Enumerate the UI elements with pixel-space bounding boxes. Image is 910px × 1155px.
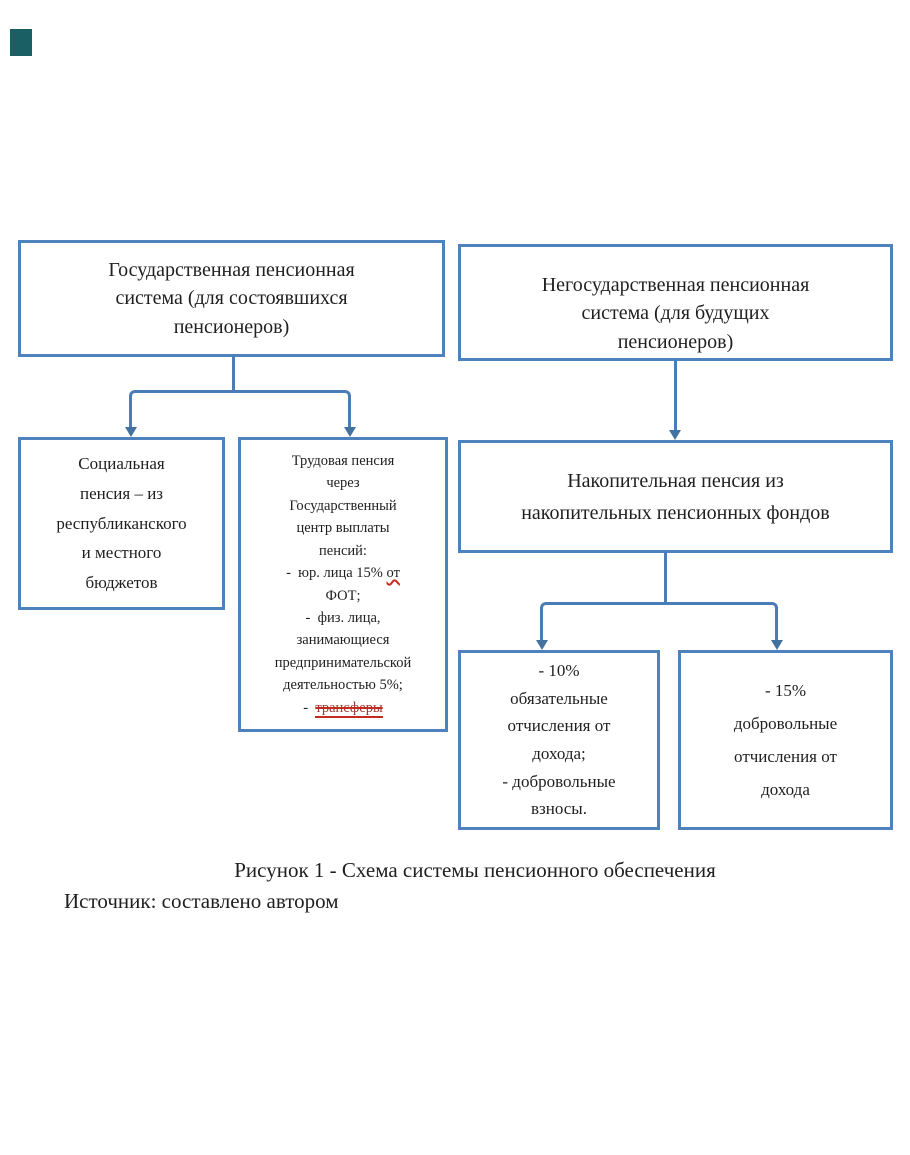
box-text-line: центр выплаты xyxy=(296,520,390,537)
figure-source: Источник: составлено автором xyxy=(64,889,339,913)
box-text-line: пенсионеров) xyxy=(173,315,290,338)
box-text-line: бюджетов xyxy=(85,573,158,593)
box-text-line: дохода xyxy=(761,780,810,800)
box-text-line: отчисления от xyxy=(734,747,837,766)
connector-stem-funded xyxy=(664,552,667,605)
box-text-line: дохода; xyxy=(532,744,586,763)
box-text-line: - 10% xyxy=(538,661,580,681)
box-text-line: пенсионеров) xyxy=(617,330,734,353)
arrowhead-to-funded-pension xyxy=(669,430,681,440)
box-text-line: пенсий: xyxy=(319,542,367,559)
box-text-line: система (для будущих xyxy=(581,302,770,325)
box-text-line: система (для состоявшихся xyxy=(115,287,348,310)
labor-item-legal-entities xyxy=(286,562,400,584)
box-text-line: накопительных пенсионных фондов xyxy=(521,501,830,524)
spellchecked-word: от xyxy=(386,565,400,582)
box-text-line: Трудовая пенсия xyxy=(291,452,395,469)
box-labor-pension xyxy=(238,437,448,732)
box-text-line: - добровольные xyxy=(502,771,616,791)
box-text-line: взносы. xyxy=(531,799,587,819)
box-text-line: предпринимательской xyxy=(274,654,412,671)
labor-item-transfers xyxy=(303,697,383,719)
box-funded-pension xyxy=(458,440,893,553)
box-text-line: - 15% xyxy=(764,680,807,700)
box-text-line: через xyxy=(326,475,360,492)
box-text-line: Негосударственная пенсионная xyxy=(541,273,810,296)
connector-stem-nonstate xyxy=(674,360,677,432)
box-social-pension xyxy=(18,437,225,610)
item-text: - юр. лица 15% xyxy=(286,565,387,582)
box-text-line: занимающиеся xyxy=(296,632,390,649)
item-dash: - xyxy=(303,699,316,716)
arrowhead-to-social-pension xyxy=(125,427,137,437)
box-text-line: ФОТ; xyxy=(325,587,361,604)
arrowhead-to-labor-pension xyxy=(344,427,356,437)
box-text-line: республиканского xyxy=(56,513,187,533)
box-text-line: добровольные xyxy=(733,713,838,733)
box-text-line: и местного xyxy=(81,543,162,563)
figure-caption: Рисунок 1 - Схема системы пенсионного обеспечения xyxy=(234,858,716,882)
connector-stem-state xyxy=(232,356,235,393)
box-text-line: Государственный xyxy=(289,497,397,514)
connector-branch-bottom xyxy=(540,602,778,642)
box-text-line: деятельностью 5%; xyxy=(283,677,403,694)
box-voluntary-contributions xyxy=(678,650,893,830)
box-text-line: пенсия – из xyxy=(79,483,164,503)
box-nonstate-pension-system xyxy=(458,244,893,361)
arrowhead-to-mandatory-contributions xyxy=(536,640,548,650)
struck-word-transfers: трансферы xyxy=(315,699,383,716)
box-text-line: Социальная xyxy=(78,454,165,474)
box-text-line: Государственная пенсионная xyxy=(108,258,355,281)
box-mandatory-contributions xyxy=(458,650,660,830)
arrowhead-to-voluntary-contributions xyxy=(771,640,783,650)
teal-square-marker xyxy=(10,29,32,56)
box-text-line: обязательные xyxy=(510,688,608,708)
box-text-line: отчисления от xyxy=(507,716,611,736)
box-state-pension-system xyxy=(18,240,445,357)
box-text-line: Накопительная пенсия из xyxy=(567,469,784,492)
box-text-line: - физ. лица, xyxy=(305,609,381,626)
connector-branch-top xyxy=(129,390,351,432)
